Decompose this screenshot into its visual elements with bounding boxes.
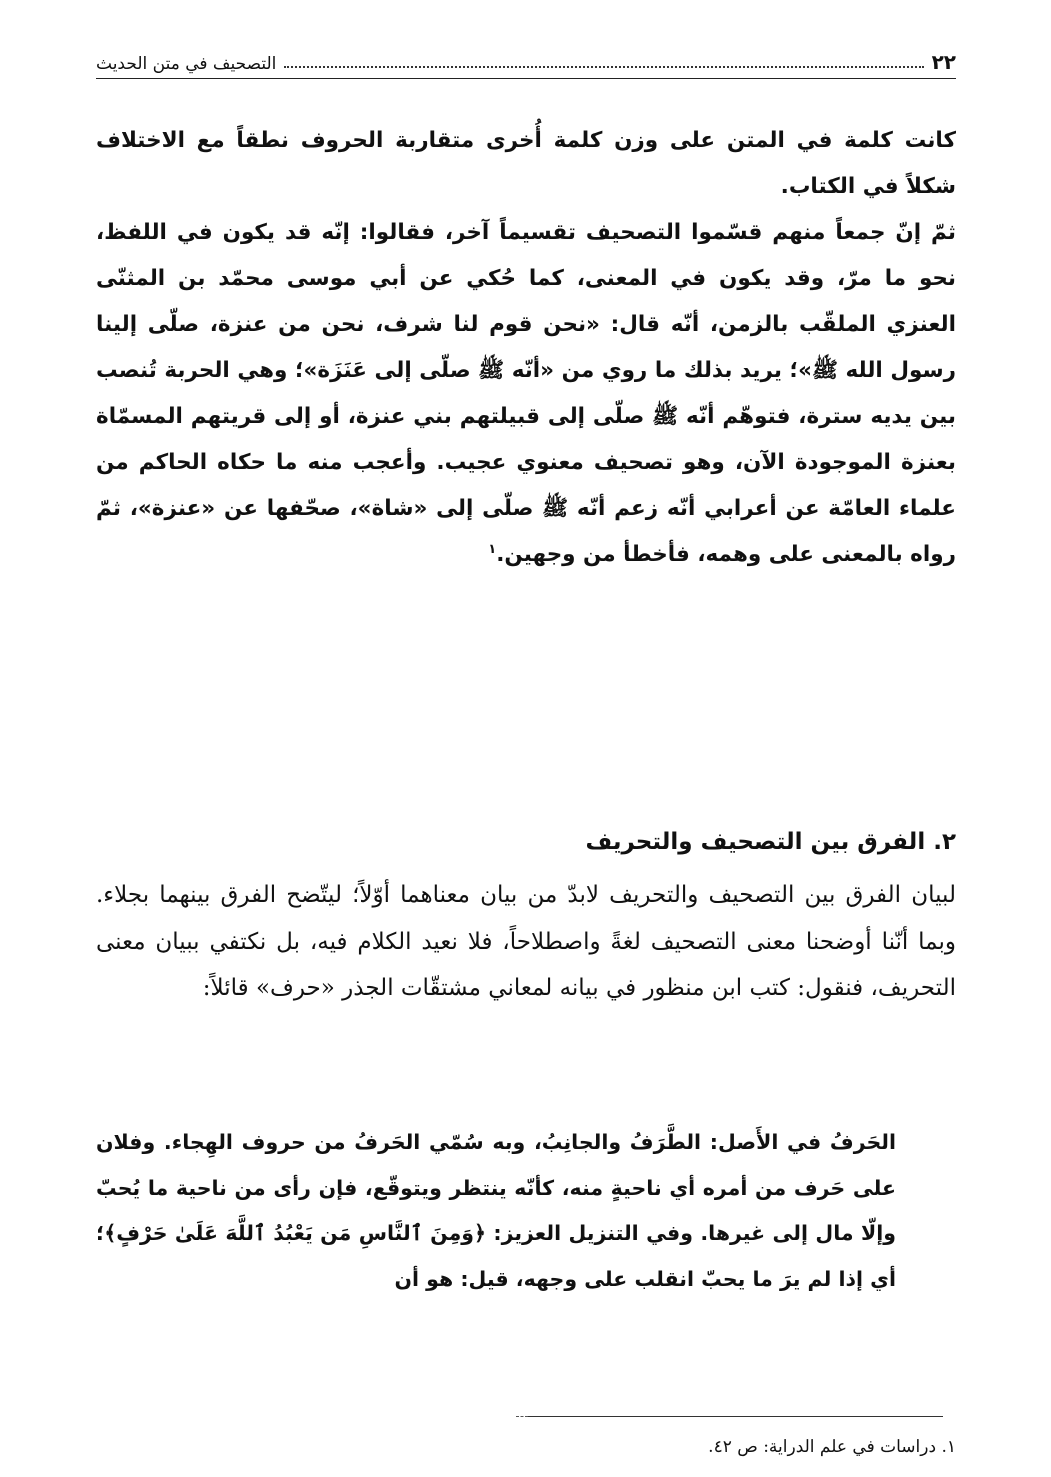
header-rule (96, 78, 956, 79)
footnote (96, 1434, 956, 1460)
section-body-text: لبيان الفرق بين التصحيف والتحريف لابدّ من بيان معناهما أوّلاً؛ ليتّضح الفرق بينهما بجلاء. وبما أنّنا أوضحنا معنى التصحيف لغةً واصطلاحاً، فلا نعيد الكلام فيه، بل نكتفي ببيان معنى التحريف، فنقول: كتب ابن منظور في بيانه لمعاني مشتقّات الجذر «حرف» قائلاً: (96, 882, 956, 1001)
footnote-separator-dash (516, 1416, 528, 1417)
paragraph-continuation (96, 118, 956, 210)
block-quotation (96, 1120, 896, 1302)
block-quotation-text: الحَرفُ في الأَصل: الطَّرَفُ والجانِبُ، وبه سُمّي الحَرفُ من حروف الهِجاء. وفلان على حَرف من أمره أي ناحيةٍ منه، كأنّه ينتظر ويتوقّع، فإن رأى من ناحية ما يُحبّ وإلّا مال إلى غيرها. وفي التنزيل العزيز: ﴿وَمِنَ ٱلنَّاسِ مَن يَعْبُدُ ٱللَّهَ عَلَىٰ حَرْفٍ﴾؛ أي إذا لم يرَ ما يحبّ انقلب على وجهه، قيل: هو أن (96, 1130, 896, 1291)
page-number: ٢٢ (931, 50, 956, 74)
running-header-title: التصحيف في متن الحديث (96, 54, 277, 74)
section-body-paragraph (96, 872, 956, 1012)
section-heading: ٢. الفرق بين التصحيف والتحريف (585, 829, 956, 855)
paragraph-continuation-text: كانت كلمة في المتن على وزن كلمة أُخرى متقاربة الحروف نطقاً مع الاختلاف شكلاً في الكتاب. (96, 128, 956, 199)
paragraph-semantic-tashif-text: ثمّ إنّ جمعاً منهم قسّموا التصحيف تقسيماً آخر، فقالوا: إنّه قد يكون في اللفظ، نحو ما مرّ، وقد يكون في المعنى، كما حُكي عن أبي موسى محمّد بن المثنّى العنزي الملقّب بالزمن، أنّه قال: «نحن قوم لنا شرف، نحن من عنزة، صلّى إلينا رسول الله ﷺ»؛ يريد بذلك ما روي من «أنّه ﷺ صلّى إلى عَنَزَة»؛ وهي الحربة تُنصب بين يديه سترة، فتوهّم أنّه ﷺ صلّى إلى قبيلتهم بني عنزة، أو إلى قريتهم المسمّاة بعنزة الموجودة الآن، وهو تصحيف معنوي عجيب. وأعجب منه ما حكاه الحاكم من علماء العامّة عن أعرابي أنّه زعم أنّه ﷺ صلّى إلى «شاة»، صحّفها عن «عنزة»، ثمّ رواه بالمعنى على وهمه، فأخطأ من وجهين. (96, 220, 956, 567)
footnote-marker: ١ (488, 541, 497, 557)
footnote-text: ١. دراسات في علم الدراية: ص ٤٢. (708, 1437, 956, 1457)
running-header (96, 34, 956, 74)
paragraph-semantic-tashif (96, 210, 956, 578)
header-dotted-leader (284, 66, 923, 68)
footnote-separator (528, 1416, 943, 1417)
